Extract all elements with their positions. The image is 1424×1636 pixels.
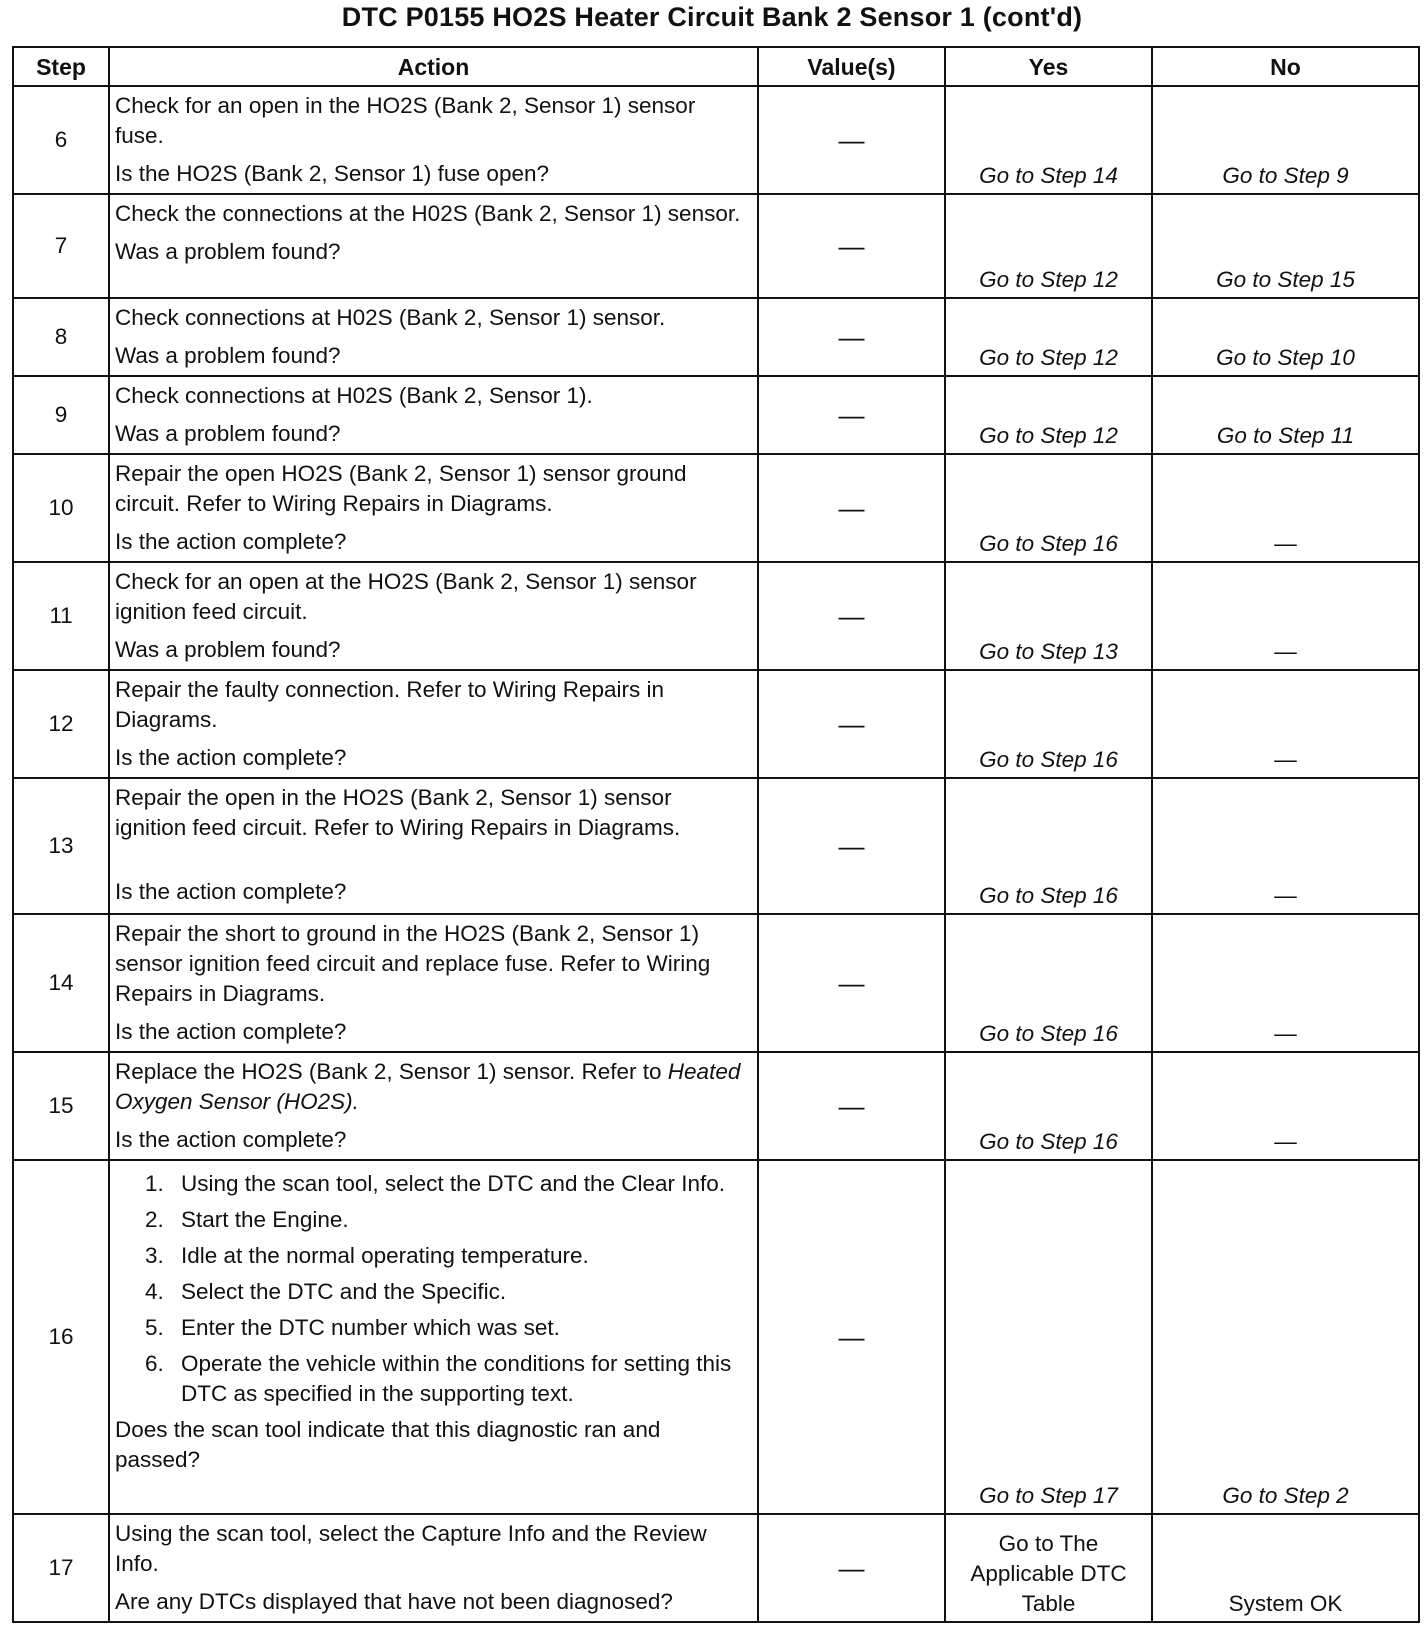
no-cell [1152,914,1419,1052]
no-cell [1152,562,1419,670]
step-number: 11 [13,562,109,670]
table-row [13,562,1419,670]
action-question: Was a problem found? [115,421,341,446]
diagnostic-table [12,46,1420,1623]
yes-link[interactable]: Go to Step 16 [979,1129,1118,1154]
yes-link[interactable]: Go to Step 17 [979,1483,1118,1508]
action-text: Check the connections at the H02S (Bank 2, Sensor 1) sensor. [115,201,741,226]
no-cell [1152,376,1419,454]
yes-link[interactable]: Go to Step 12 [979,423,1118,448]
yes-link[interactable]: Go to Step 12 [979,345,1118,370]
action-text [115,1057,749,1117]
action-cell [109,914,758,1052]
no-cell [1152,86,1419,194]
no-value: — [1274,1129,1297,1154]
step-number: 14 [13,914,109,1052]
value-cell: — [758,1052,945,1160]
step-number: 10 [13,454,109,562]
no-value: — [1274,747,1297,772]
yes-cell [945,1160,1152,1514]
no-value: — [1274,883,1297,908]
step-number: 15 [13,1052,109,1160]
table-row [13,914,1419,1052]
action-question: Are any DTCs displayed that have not been diagnosed? [115,1589,673,1614]
value-cell: — [758,298,945,376]
header-action: Action [109,47,758,86]
table-row [13,1514,1419,1622]
value-cell: — [758,1514,945,1622]
value-cell: — [758,562,945,670]
no-cell [1152,454,1419,562]
table-row [13,298,1419,376]
action-cell [109,194,758,298]
no-cell [1152,778,1419,914]
step-number: 16 [13,1160,109,1514]
list-item: 3. Idle at the normal operating temperature. [145,1243,589,1268]
header-no: No [1152,47,1419,86]
yes-cell [945,298,1152,376]
yes-link[interactable]: Go to Step 13 [979,639,1118,664]
header-yes: Yes [945,47,1152,86]
yes-cell [945,1514,1152,1622]
no-cell [1152,1052,1419,1160]
table-row [13,86,1419,194]
value-cell: — [758,376,945,454]
action-text: Repair the open in the HO2S (Bank 2, Sensor 1) sensor ignition feed circuit. Refer to Wiring Repairs in Diagrams. [115,785,681,840]
action-cell [109,86,758,194]
table-row [13,1160,1419,1514]
no-link[interactable]: Go to Step 9 [1222,163,1349,188]
yes-link[interactable]: Go to Step 16 [979,883,1118,908]
yes-cell [945,562,1152,670]
yes-link[interactable]: Go to Step 16 [979,747,1118,772]
yes-cell [945,1052,1152,1160]
list-item: 1. Using the scan tool, select the DTC and the Clear Info. [145,1171,726,1196]
table-row [13,670,1419,778]
action-question: Is the action complete? [115,1019,347,1044]
action-question: Is the action complete? [115,879,347,904]
no-cell [1152,670,1419,778]
step-number: 12 [13,670,109,778]
action-text: Check connections at H02S (Bank 2, Sensor 1) sensor. [115,305,666,330]
yes-cell [945,670,1152,778]
list-item: 4. Select the DTC and the Specific. [145,1279,507,1304]
yes-cell [945,914,1152,1052]
action-cell [109,1514,758,1622]
no-link[interactable]: Go to Step 15 [1216,267,1355,292]
action-cell [109,454,758,562]
table-row [13,454,1419,562]
table-row [13,778,1419,914]
action-question: Is the HO2S (Bank 2, Sensor 1) fuse open? [115,161,549,186]
value-cell: — [758,86,945,194]
action-question: Was a problem found? [115,343,341,368]
action-question: Was a problem found? [115,239,341,264]
action-question: Does the scan tool indicate that this diagnostic ran and passed? [115,1417,661,1472]
list-item: 6. Operate the vehicle within the conditions for setting this DTC as specified in the supporting text. [145,1351,732,1406]
list-item: 2. Start the Engine. [145,1207,349,1232]
step-number: 17 [13,1514,109,1622]
header-row [13,47,1419,86]
value-cell: — [758,914,945,1052]
yes-link[interactable]: Go to The Applicable DTC Table [970,1531,1127,1616]
step-number: 7 [13,194,109,298]
value-cell: — [758,1160,945,1514]
action-question: Was a problem found? [115,637,341,662]
action-text: Check for an open in the HO2S (Bank 2, Sensor 1) sensor fuse. [115,93,696,148]
no-cell [1152,1514,1419,1622]
action-cell [109,778,758,914]
step-number: 6 [13,86,109,194]
action-text: Check connections at H02S (Bank 2, Sensor 1). [115,383,593,408]
action-cell [109,562,758,670]
yes-cell [945,376,1152,454]
step-number: 8 [13,298,109,376]
no-link[interactable]: Go to Step 2 [1222,1483,1349,1508]
action-question: Is the action complete? [115,745,347,770]
action-text: Check for an open at the HO2S (Bank 2, Sensor 1) sensor ignition feed circuit. [115,569,697,624]
table-row [13,194,1419,298]
value-cell: — [758,778,945,914]
yes-cell [945,86,1152,194]
page-title: DTC P0155 HO2S Heater Circuit Bank 2 Sensor 1 (cont'd) [341,2,1083,32]
yes-link[interactable]: Go to Step 12 [979,267,1118,292]
table-row [13,376,1419,454]
no-value: — [1274,639,1297,664]
no-value: — [1274,531,1297,556]
action-reference[interactable]: Heated Oxygen Sensor (HO2S). [115,1059,741,1114]
action-text: Repair the short to ground in the HO2S (Bank 2, Sensor 1) sensor ignition feed circuit and replace fuse. Refer to Wiring Repairs in Diagrams. [115,921,711,1006]
step-number: 13 [13,778,109,914]
no-cell [1152,194,1419,298]
yes-link[interactable]: Go to Step 14 [979,163,1118,188]
action-text-main: Replace the HO2S (Bank 2, Sensor 1) sensor. Refer to [115,1059,662,1084]
no-value: System OK [1228,1591,1343,1616]
action-cell [109,1052,758,1160]
value-cell: — [758,670,945,778]
action-text: Repair the open HO2S (Bank 2, Sensor 1) sensor ground circuit. Refer to Wiring Repairs in Diagrams. [115,461,687,516]
yes-cell [945,778,1152,914]
value-cell: — [758,454,945,562]
no-cell [1152,1160,1419,1514]
list-item: 5. Enter the DTC number which was set. [145,1315,560,1340]
header-step: Step [13,47,109,86]
yes-link[interactable]: Go to Step 16 [979,531,1118,556]
table-row [13,1052,1419,1160]
action-question: Is the action complete? [115,529,347,554]
action-cell [109,376,758,454]
action-question: Is the action complete? [115,1127,347,1152]
action-text: Repair the faulty connection. Refer to Wiring Repairs in Diagrams. [115,677,665,732]
yes-link[interactable]: Go to Step 16 [979,1021,1118,1046]
no-link[interactable]: Go to Step 10 [1216,345,1355,370]
action-cell [109,1160,758,1514]
value-cell: — [758,194,945,298]
no-value: — [1274,1021,1297,1046]
no-cell [1152,298,1419,376]
yes-cell [945,194,1152,298]
action-cell [109,298,758,376]
header-values: Value(s) [758,47,945,86]
yes-cell [945,454,1152,562]
action-cell [109,670,758,778]
procedure-list [115,1169,749,1409]
no-link[interactable]: Go to Step 11 [1216,423,1355,448]
action-text: Using the scan tool, select the Capture Info and the Review Info. [115,1521,707,1576]
step-number: 9 [13,376,109,454]
